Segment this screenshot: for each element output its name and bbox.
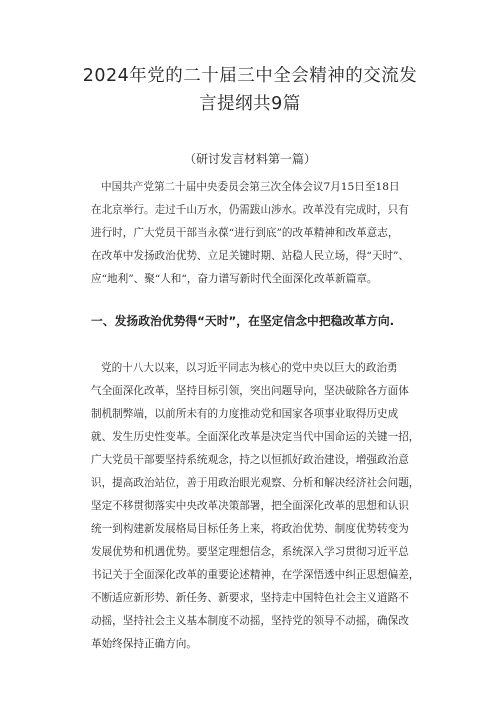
- paragraph-line: 党的十八大以来，以习近平同志为核心的党中央以巨大的政治勇: [101, 362, 398, 374]
- title-line-2: 言提纲共9篇: [199, 94, 301, 114]
- paragraph-line: 识，提高政治站位，善于用政治眼光观察、分析和解决经济社会问题，: [91, 477, 420, 489]
- document-subtitle: （研讨发言材料第一篇）: [183, 152, 316, 166]
- paragraph-line: 坚定不移贯彻落实中央改革决策部署，把全面深化改革的思想和认识: [91, 500, 409, 512]
- paragraph-line: 动摇，坚持社会主义基本制度不动摇，坚持党的领导不动摇，确保改: [91, 615, 409, 627]
- body-paragraph: [91, 357, 421, 656]
- paragraph-line: 中国共产党第二十届中央委员会第三次全体会议7月15日至18日: [101, 181, 400, 193]
- paragraph-line: 在改革中发扬政治优势、立足关键时期、站稳人民立场，得“天时”、: [91, 250, 410, 262]
- paragraph-line: 应“地利”、聚“人和“，奋力谱写新时代全面深化改革新篇章。: [91, 273, 378, 285]
- paragraph-line: 广大党员干部要坚持系统观念，持之以恒抓好政治建设，增强政治意: [91, 454, 409, 466]
- document-title: [40, 62, 460, 118]
- paragraph-line: 在北京举行。走过千山万水，仍需跋山涉水。改革没有完成时，只有: [91, 204, 409, 216]
- paragraph-line: 书记关于全面深化改革的重要论述精神，在学深悟透中纠正思想偏差，: [91, 569, 420, 581]
- paragraph-line: 就、发生历史性变革。全面深化改革是决定当代中国命运的关键一招，: [91, 431, 420, 443]
- paragraph-line: 革始终保持正确方向。: [91, 638, 197, 650]
- section-heading: 一、发扬政治优势得“天时”，在坚定信念中把稳改革方向.: [91, 314, 395, 328]
- paragraph-line: 发展优势和机遇优势。要坚定理想信念，系统深入学习贯彻习近平总: [91, 546, 409, 558]
- paragraph-line: 进行时，广大党员干部当永葆“进行到底”的改革精神和改革意志，: [91, 227, 399, 239]
- paragraph-line: 不断适应新形势、新任务、新要求，坚持走中国特色社会主义道路不: [91, 592, 409, 604]
- paragraph-line: 气全面深化改革，坚持目标引领，突出问题导向，坚决破除各方面体: [91, 385, 409, 397]
- title-line-1: 2024年党的二十届三中全会精神的交流发: [82, 66, 418, 86]
- intro-paragraph: [91, 176, 421, 291]
- paragraph-line: 制机制弊端，以前所未有的力度推动党和国家各项事业取得历史成: [91, 408, 399, 420]
- paragraph-line: 统一到构建新发展格局目标任务上来，将政治优势、制度优势转变为: [91, 523, 409, 535]
